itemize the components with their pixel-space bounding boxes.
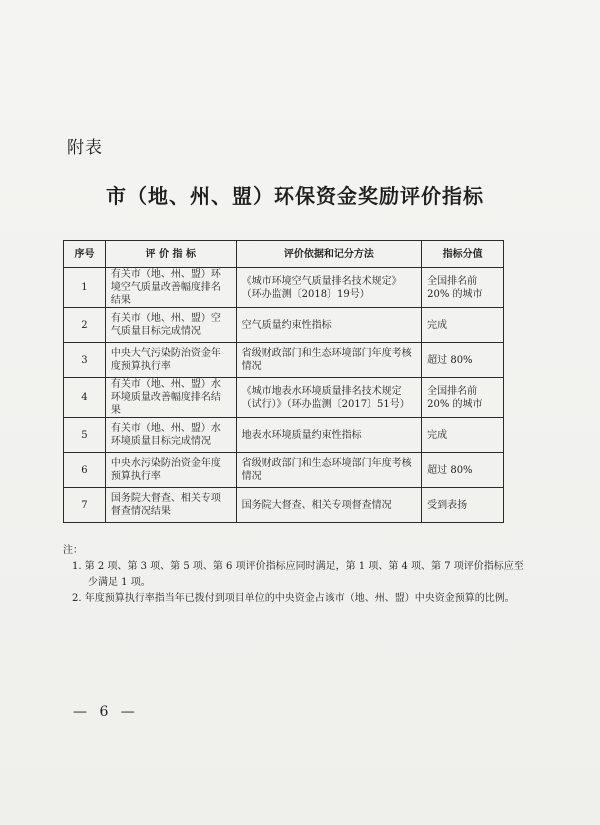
- row-basis: 《城市环境空气质量排名技术规定》（环办监测〔2018〕19号）: [236, 268, 422, 308]
- table-row: [64, 343, 504, 378]
- row-basis: 《城市地表水环境质量排名技术规定（试行）》（环办监测〔2017〕51号）: [236, 378, 422, 418]
- row-number: 6: [64, 453, 106, 488]
- header-indicator: 评 价 指 标: [105, 241, 236, 268]
- table-row: [64, 378, 504, 418]
- row-number: 4: [64, 378, 106, 418]
- row-basis: 国务院大督查、相关专项督查情况: [236, 488, 422, 523]
- note-item: 2. 年度预算执行率指当年已拨付到项目单位的中央资金占该市（地、州、盟）中央资金预算的比例。: [72, 593, 515, 604]
- row-score: 超过 80%: [422, 453, 504, 488]
- page-number: — 6 —: [73, 704, 139, 720]
- row-number: 7: [64, 488, 106, 523]
- header-basis: 评价依据和记分方法: [236, 241, 422, 268]
- table-row: [64, 308, 504, 343]
- header-number: 序号: [64, 241, 106, 268]
- table-row: [64, 418, 504, 453]
- row-score: 完成: [422, 418, 504, 453]
- table-row: [64, 268, 504, 308]
- row-score: 全国排名前 20% 的城市: [422, 268, 504, 308]
- row-indicator: 国务院大督查、相关专项督查情况结果: [105, 488, 236, 523]
- row-indicator: 中央水污染防治资金年度预算执行率: [105, 453, 236, 488]
- table-header-row: [64, 241, 504, 268]
- row-indicator: 有关市（地、州、盟）水环境质量目标完成情况: [105, 418, 236, 453]
- row-basis: 地表水环境质量约束性指标: [236, 418, 422, 453]
- notes-section: [63, 543, 533, 607]
- header-score: 指标分值: [422, 241, 504, 268]
- row-basis: 空气质量约束性指标: [236, 308, 422, 343]
- row-score: 全国排名前 20% 的城市: [422, 378, 504, 418]
- row-basis: 省级财政部门和生态环境部门年度考核情况: [236, 343, 422, 378]
- row-indicator: 有关市（地、州、盟）空气质量目标完成情况: [105, 308, 236, 343]
- row-indicator: 中央大气污染防治资金年度预算执行率: [105, 343, 236, 378]
- row-number: 2: [64, 308, 106, 343]
- evaluation-table: [63, 240, 504, 523]
- row-number: 3: [64, 343, 106, 378]
- row-score: 受到表扬: [422, 488, 504, 523]
- row-score: 完成: [422, 308, 504, 343]
- row-indicator: 有关市（地、州、盟）环境空气质量改善幅度排名结果: [105, 268, 236, 308]
- table-row: [64, 488, 504, 523]
- row-number: 1: [64, 268, 106, 308]
- table-row: [64, 453, 504, 488]
- appendix-label: 附表: [67, 138, 103, 158]
- row-indicator: 有关市（地、州、盟）水环境质量改善幅度排名结果: [105, 378, 236, 418]
- row-score: 超过 80%: [422, 343, 504, 378]
- row-basis: 省级财政部门和生态环境部门年度考核情况: [236, 453, 422, 488]
- note-item: 1. 第 2 项、第 3 项、第 5 项、第 6 项评价指标应同时满足，第 1 项、第 4 项、第 7 项评价指标应至少满足 1 项。: [72, 561, 524, 588]
- row-number: 5: [64, 418, 106, 453]
- document-title: 市（地、州、盟）环保资金奖励评价指标: [106, 184, 484, 208]
- notes-heading: 注：: [63, 545, 83, 556]
